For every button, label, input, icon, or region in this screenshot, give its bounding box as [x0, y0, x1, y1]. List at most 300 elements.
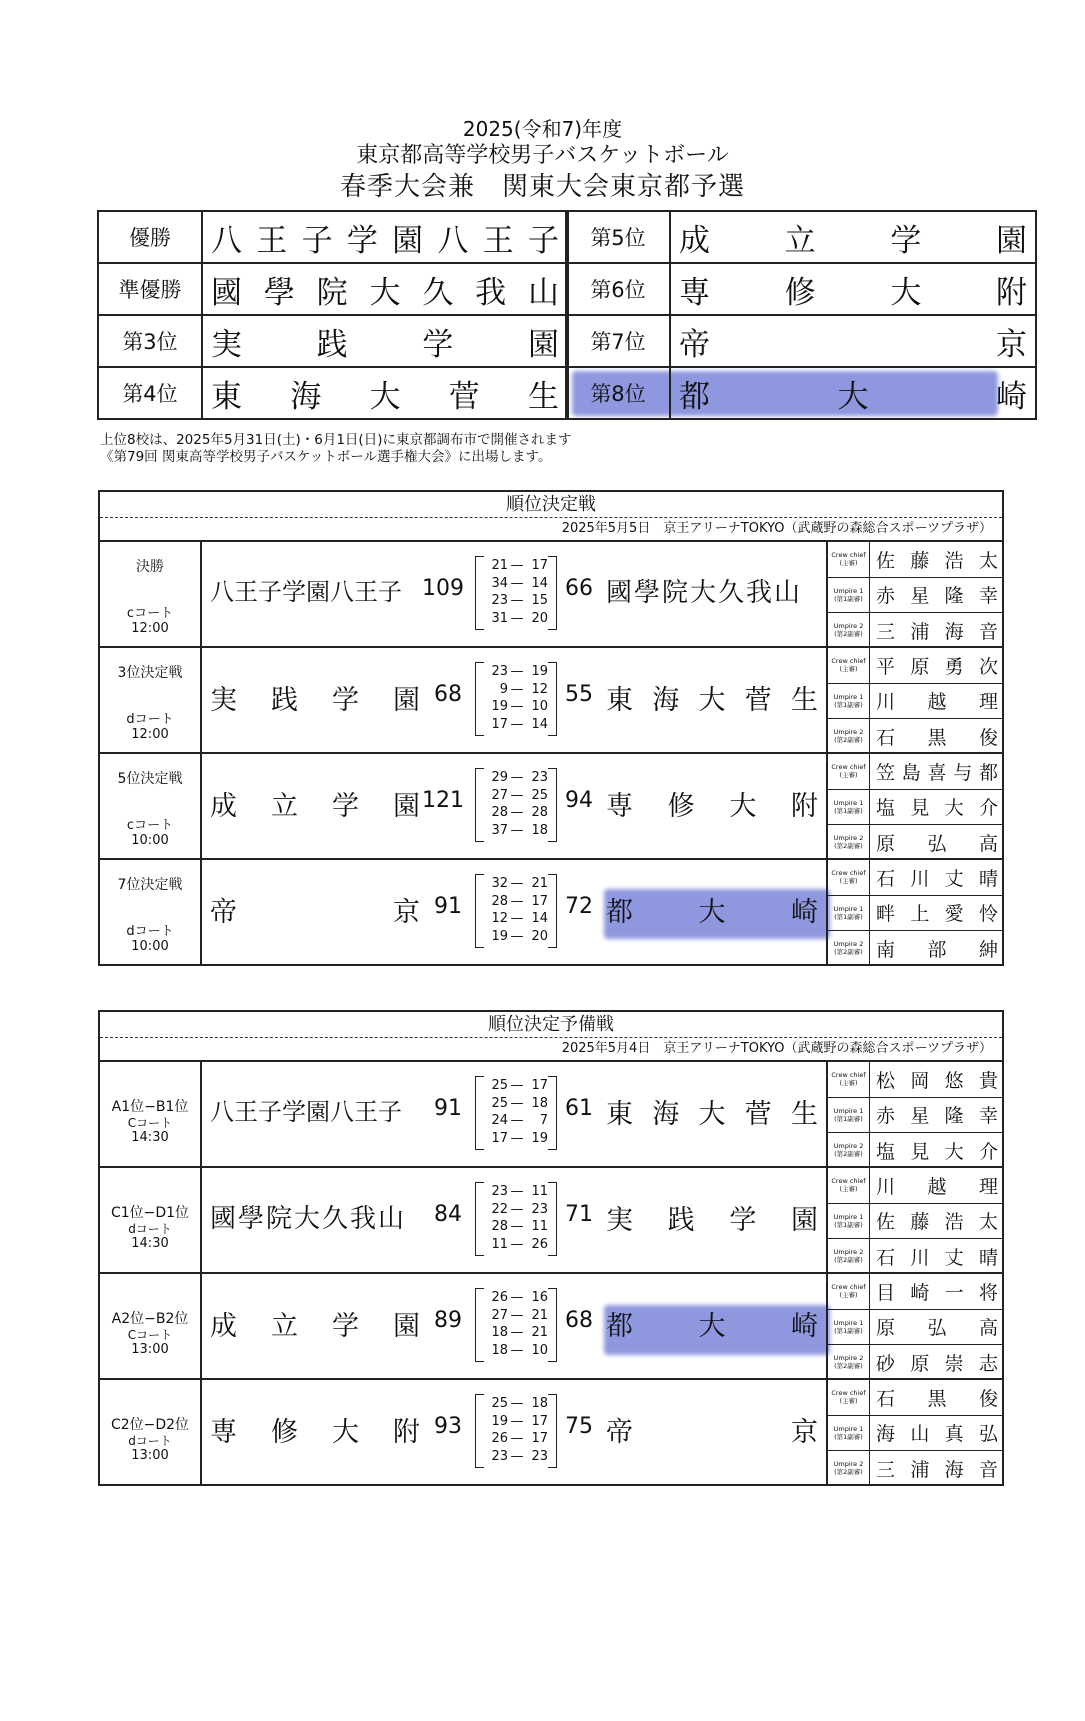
name-char: 喜 [927, 761, 947, 784]
name-char: 平 [876, 655, 896, 678]
name-char: 原 [910, 655, 930, 678]
ranking-label: 第8位 [566, 367, 670, 419]
official-name [870, 542, 1004, 577]
role-ja: (第1副審) [834, 1220, 863, 1229]
team-char: 成 [679, 222, 710, 259]
role-en: Umpire 2 [833, 1142, 864, 1151]
team-char: 海 [290, 378, 322, 415]
quarter-row [484, 610, 548, 628]
official-name-text [876, 1243, 998, 1270]
ranking-label: 優勝 [98, 211, 202, 263]
official-name [870, 578, 1004, 613]
name-char: 志 [978, 1352, 998, 1375]
round-label: 決勝 [136, 559, 164, 575]
home-score: 84 [434, 1202, 462, 1227]
name-char: 崇 [944, 1352, 964, 1375]
team-char: 園 [393, 1311, 420, 1342]
official-name [870, 931, 1004, 966]
name-char: 浩 [944, 549, 964, 572]
quarter-dash: — [510, 681, 524, 697]
quarter-row [484, 893, 548, 911]
team-char: 都 [606, 897, 633, 928]
quarter-row [484, 1077, 548, 1095]
role-en: Crew chief [831, 763, 866, 771]
official-role [828, 1239, 870, 1274]
team-char: 専 [606, 791, 633, 822]
team-char: 大 [698, 897, 726, 928]
ranking-team-name [679, 371, 1027, 416]
name-char: 弘 [927, 1317, 947, 1340]
quarter-dash: — [510, 593, 524, 608]
home-score: 121 [422, 788, 464, 813]
round-label: C1位−D1位 [110, 1205, 190, 1221]
time-label: 10:00 [131, 939, 169, 954]
quarter-dash: — [510, 1307, 524, 1323]
quarter-away: 17 [531, 1078, 548, 1093]
round-label: A1位−B1位 [111, 1099, 189, 1115]
name-char: 浩 [944, 1211, 964, 1234]
role-ja: (第1副審) [834, 1432, 863, 1441]
team-char: 修 [667, 791, 695, 822]
team-char: 海 [652, 685, 680, 716]
ranking-label: 第4位 [98, 367, 202, 419]
away-team [606, 784, 818, 823]
team-char: 践 [271, 685, 298, 716]
team-char: 東 [211, 378, 242, 415]
team-char: 院 [316, 274, 348, 311]
official-role [828, 613, 870, 648]
preliminary-placement-section [98, 1010, 1004, 1486]
quarter-row [484, 1395, 548, 1413]
quarter-away: 18 [531, 1396, 548, 1411]
quarter-row [484, 1448, 548, 1466]
official-name-text [876, 1455, 998, 1482]
home-team [210, 1410, 420, 1449]
team-char: 帝 [210, 897, 237, 928]
game-info [100, 648, 202, 752]
role-ja: (主審) [839, 1397, 858, 1405]
name-char: 俊 [978, 726, 998, 749]
official-name [870, 1274, 1004, 1309]
quarter-away: 20 [531, 928, 548, 944]
role-ja: (第2副審) [834, 1150, 863, 1159]
quarter-row [484, 875, 548, 893]
name-char: 晴 [978, 867, 998, 890]
quarter-home: 22 [491, 1201, 508, 1217]
official-row [828, 1168, 1004, 1204]
official-row [828, 1345, 1004, 1380]
quarter-dash: — [510, 928, 524, 944]
ranking-label: 準優勝 [98, 263, 202, 315]
home-team [210, 678, 420, 717]
official-name [870, 648, 1004, 683]
team-char: 践 [316, 326, 348, 363]
quarter-dash: — [510, 1078, 524, 1093]
name-char: 大 [944, 1140, 964, 1163]
official-role [828, 931, 870, 966]
role-ja: (第1副審) [834, 912, 863, 921]
role-en: Umpire 2 [833, 940, 864, 949]
team-char: 学 [729, 1205, 757, 1236]
team-char: 山 [527, 274, 559, 311]
official-role [828, 719, 870, 754]
official-name [870, 1451, 1004, 1486]
official-row [828, 542, 1004, 578]
court-label: Cコート [127, 1328, 173, 1342]
ranking-row [566, 367, 1036, 419]
role-ja: (第1副審) [834, 594, 863, 603]
official-name [870, 719, 1004, 754]
quarter-home: 23 [491, 593, 508, 608]
name-char: 隆 [944, 1105, 964, 1128]
team-char: 成 [210, 791, 237, 822]
game-info [100, 1380, 202, 1484]
quarter-row [484, 1236, 548, 1254]
quarter-dash: — [510, 610, 524, 626]
quarter-dash: — [510, 1130, 524, 1146]
team-char: 学 [890, 222, 922, 259]
quarter-home: 31 [491, 610, 508, 626]
team-char: 大 [698, 1099, 726, 1130]
team-char: 京 [791, 1417, 818, 1448]
ranking-row [566, 315, 1036, 367]
rankings-right-table [565, 210, 1037, 420]
role-ja: (第2副審) [834, 736, 863, 745]
officials [826, 1062, 1004, 1166]
name-char: 塩 [876, 1140, 896, 1163]
official-row [828, 1062, 1004, 1098]
name-char: 理 [978, 1175, 998, 1198]
name-char: 塩 [876, 797, 896, 820]
quarter-row [484, 1342, 548, 1360]
bracket-right [548, 662, 557, 736]
role-en: Umpire 2 [833, 1248, 864, 1257]
name-char: 幸 [978, 1105, 998, 1128]
court-label: cコート [126, 818, 174, 833]
role-en: Umpire 1 [833, 1424, 864, 1433]
quarter-home: 27 [491, 787, 508, 803]
quarter-row [484, 822, 548, 840]
away-score: 68 [565, 1308, 593, 1333]
role-ja: (第2副審) [834, 842, 863, 851]
away-score: 75 [565, 1414, 593, 1439]
bracket-right [548, 556, 557, 630]
quarter-home: 25 [491, 1078, 508, 1093]
team-char: 子 [527, 222, 559, 259]
team-char: 修 [784, 274, 816, 311]
team-char: 大 [729, 791, 757, 822]
quarter-away: 10 [531, 1342, 548, 1358]
role-ja: (第1副審) [834, 806, 863, 815]
quarter-dash: — [510, 1201, 524, 1217]
bracket-right [548, 1288, 557, 1362]
team-char: 附 [393, 1417, 420, 1448]
quarter-away: 19 [531, 664, 548, 679]
round-label: 7位決定戦 [117, 877, 183, 893]
ranking-team [202, 315, 568, 367]
official-name-text [876, 1101, 998, 1128]
role-ja: (第1副審) [834, 1114, 863, 1123]
quarter-row [484, 575, 548, 593]
quarter-away: 23 [531, 770, 548, 785]
official-row [828, 896, 1004, 932]
quarter-home: 28 [491, 805, 508, 820]
away-score: 71 [565, 1202, 593, 1227]
role-ja: (第2副審) [834, 1468, 863, 1477]
home-score: 68 [434, 682, 462, 707]
official-row [828, 1416, 1004, 1452]
quarter-row [484, 592, 548, 610]
name-char: 川 [876, 1175, 896, 1198]
team-char: 八 [211, 222, 242, 259]
name-char: 海 [944, 1458, 964, 1481]
bracket-left [475, 1288, 484, 1362]
court-label: Cコート [127, 1116, 173, 1130]
away-score: 94 [565, 788, 593, 813]
quarter-home: 26 [491, 1431, 508, 1446]
role-ja: (第2副審) [834, 1256, 863, 1265]
official-name [870, 754, 1004, 789]
name-char: 紳 [978, 938, 998, 961]
role-ja: (主審) [839, 771, 858, 779]
team-char: 成 [210, 1311, 237, 1342]
name-char: 山 [910, 1423, 930, 1446]
game-row [100, 754, 1002, 860]
quarter-row [484, 1324, 548, 1342]
role-ja: (主審) [839, 665, 858, 673]
quarter-row [484, 1289, 548, 1307]
quarter-home: 29 [491, 770, 508, 785]
team-char: 園 [393, 791, 420, 822]
home-team [210, 784, 420, 823]
name-char: 越 [927, 691, 947, 714]
quarter-away: 21 [531, 876, 548, 891]
team-char: 学 [332, 685, 359, 716]
team-char: 大 [332, 1417, 359, 1448]
quarter-scores [484, 1395, 548, 1465]
bracket-left [475, 1182, 484, 1256]
team-char: 帝 [606, 1417, 633, 1448]
official-role [828, 1416, 870, 1451]
team-char: 園 [393, 685, 420, 716]
quarter-home: 17 [491, 716, 508, 732]
game-info [100, 1168, 202, 1272]
team-char: 学 [332, 791, 359, 822]
quarter-away: 14 [531, 575, 548, 591]
bracket-left [475, 874, 484, 948]
name-char: 理 [978, 691, 998, 714]
name-char: 愛 [944, 903, 964, 926]
quarter-row [484, 769, 548, 787]
name-char: 笠 [876, 761, 896, 784]
court-label: dコート [126, 712, 174, 727]
ranking-team [670, 315, 1036, 367]
official-role [828, 1310, 870, 1345]
official-row [828, 648, 1004, 684]
quarter-dash: — [510, 1325, 524, 1340]
quarter-away: 11 [531, 1184, 548, 1199]
official-name-text [876, 1278, 998, 1305]
official-role [828, 896, 870, 931]
official-row [828, 578, 1004, 614]
name-char: 砂 [876, 1352, 896, 1375]
quarter-away: 20 [531, 610, 548, 626]
quarter-home: 21 [491, 558, 508, 573]
officials [826, 1168, 1004, 1272]
team-char: 生 [791, 1099, 818, 1130]
section-title: 順位決定予備戦 [100, 1012, 1002, 1038]
team-char: 実 [211, 326, 242, 363]
quarter-row [484, 1095, 548, 1113]
team-char: 崎 [996, 378, 1027, 415]
game-row [100, 1062, 1002, 1168]
team-char: 実 [606, 1205, 633, 1236]
game-info [100, 1062, 202, 1166]
official-role [828, 1168, 870, 1203]
quarter-dash: — [510, 876, 524, 891]
quarter-row [484, 928, 548, 946]
name-char: 将 [978, 1281, 998, 1304]
team-char: 大 [369, 378, 401, 415]
quarter-row [484, 910, 548, 928]
away-score: 55 [565, 682, 593, 707]
team-char: 実 [210, 685, 237, 716]
name-char: 三 [876, 1458, 896, 1481]
team-char: 我 [475, 274, 507, 311]
away-score: 61 [565, 1096, 593, 1121]
name-char: 川 [876, 691, 896, 714]
name-char: 南 [876, 938, 896, 961]
name-char: 松 [876, 1069, 896, 1092]
officials [826, 860, 1004, 964]
team-char: 践 [667, 1205, 695, 1236]
quarter-scores [484, 1289, 548, 1359]
quarter-home: 19 [491, 1413, 508, 1429]
court-label: dコート [126, 924, 174, 939]
quarter-row [484, 698, 548, 716]
name-char: 畔 [876, 903, 896, 926]
home-team: 國學院大久我山 [210, 1204, 407, 1234]
ranking-label: 第7位 [566, 315, 670, 367]
team-char: 園 [790, 1205, 818, 1236]
ranking-row [98, 367, 568, 419]
name-char: 丈 [944, 1246, 964, 1269]
quarter-scores [484, 663, 548, 733]
name-char: 石 [876, 867, 896, 890]
quarter-home: 23 [491, 1184, 508, 1199]
team-char: 京 [393, 897, 420, 928]
official-row [828, 1204, 1004, 1240]
quarter-away: 21 [531, 1325, 548, 1340]
quarter-home: 11 [491, 1236, 508, 1252]
quarter-home: 28 [491, 1219, 508, 1234]
team-char: 立 [784, 222, 816, 259]
quarter-row [484, 663, 548, 681]
section-venue: 2025年5月5日 京王アリーナTOKYO（武蔵野の森総合スポーツプラザ） [100, 518, 1002, 542]
team-char: 八 [437, 222, 469, 259]
quarter-scores [484, 1183, 548, 1253]
team-char: 学 [346, 222, 378, 259]
official-row [828, 1310, 1004, 1346]
quarter-row [484, 787, 548, 805]
bracket-left [475, 1394, 484, 1468]
official-role [828, 1345, 870, 1380]
quarter-away: 17 [531, 558, 548, 573]
role-en: Umpire 1 [833, 904, 864, 913]
team-char: 菅 [744, 685, 772, 716]
home-score: 109 [422, 576, 464, 601]
officials [826, 754, 1004, 858]
role-en: Umpire 1 [833, 1212, 864, 1221]
name-char: 上 [910, 903, 930, 926]
role-ja: (第1副審) [834, 700, 863, 709]
quarter-scores [484, 557, 548, 627]
name-char: 怜 [978, 903, 998, 926]
ranking-label: 第5位 [566, 211, 670, 263]
team-char: 大 [369, 274, 401, 311]
name-char: 海 [944, 620, 964, 643]
quarter-away: 12 [531, 681, 548, 697]
quarter-home: 17 [491, 1130, 508, 1146]
team-char: 學 [263, 274, 295, 311]
ranking-team [670, 367, 1036, 419]
ranking-team-name [211, 215, 559, 260]
team-char: 崎 [791, 1311, 818, 1342]
quarter-home: 9 [499, 681, 508, 697]
team-char: 東 [606, 1099, 633, 1130]
quarter-dash: — [510, 1219, 524, 1234]
name-char: 音 [978, 1458, 998, 1481]
name-char: 弘 [927, 832, 947, 855]
officials [826, 1380, 1004, 1484]
round-label: 3位決定戦 [117, 665, 183, 681]
quarter-home: 23 [491, 1448, 508, 1464]
quarter-away: 17 [531, 893, 548, 909]
quarter-scores [484, 875, 548, 945]
name-char: 佐 [876, 549, 896, 572]
name-char: 石 [876, 1246, 896, 1269]
name-char: 藤 [910, 1211, 930, 1234]
officials [826, 648, 1004, 752]
team-char: 菅 [448, 378, 480, 415]
official-role [828, 790, 870, 825]
official-row [828, 790, 1004, 826]
tournament-title: 東京都高等学校男子バスケットボール [356, 143, 729, 168]
name-char: 三 [876, 620, 896, 643]
official-row [828, 1239, 1004, 1274]
official-name [870, 1239, 1004, 1274]
rankings-left-table [97, 210, 569, 420]
name-char: 石 [876, 1387, 896, 1410]
quarter-dash: — [510, 575, 524, 591]
team-char: 専 [210, 1417, 237, 1448]
quarter-home: 12 [491, 911, 508, 926]
name-char: 目 [876, 1281, 896, 1304]
quarter-home: 34 [491, 575, 508, 591]
role-ja: (主審) [839, 1291, 858, 1299]
official-role [828, 684, 870, 719]
official-name [870, 825, 1004, 860]
ranking-team [202, 367, 568, 419]
away-team [606, 1092, 818, 1131]
quarter-away: 11 [531, 1219, 548, 1234]
quarter-home: 28 [491, 893, 508, 909]
home-team [210, 890, 420, 929]
quarter-dash: — [510, 770, 524, 785]
ranking-row [98, 263, 568, 315]
quarter-dash: — [510, 1236, 524, 1252]
official-role [828, 825, 870, 860]
